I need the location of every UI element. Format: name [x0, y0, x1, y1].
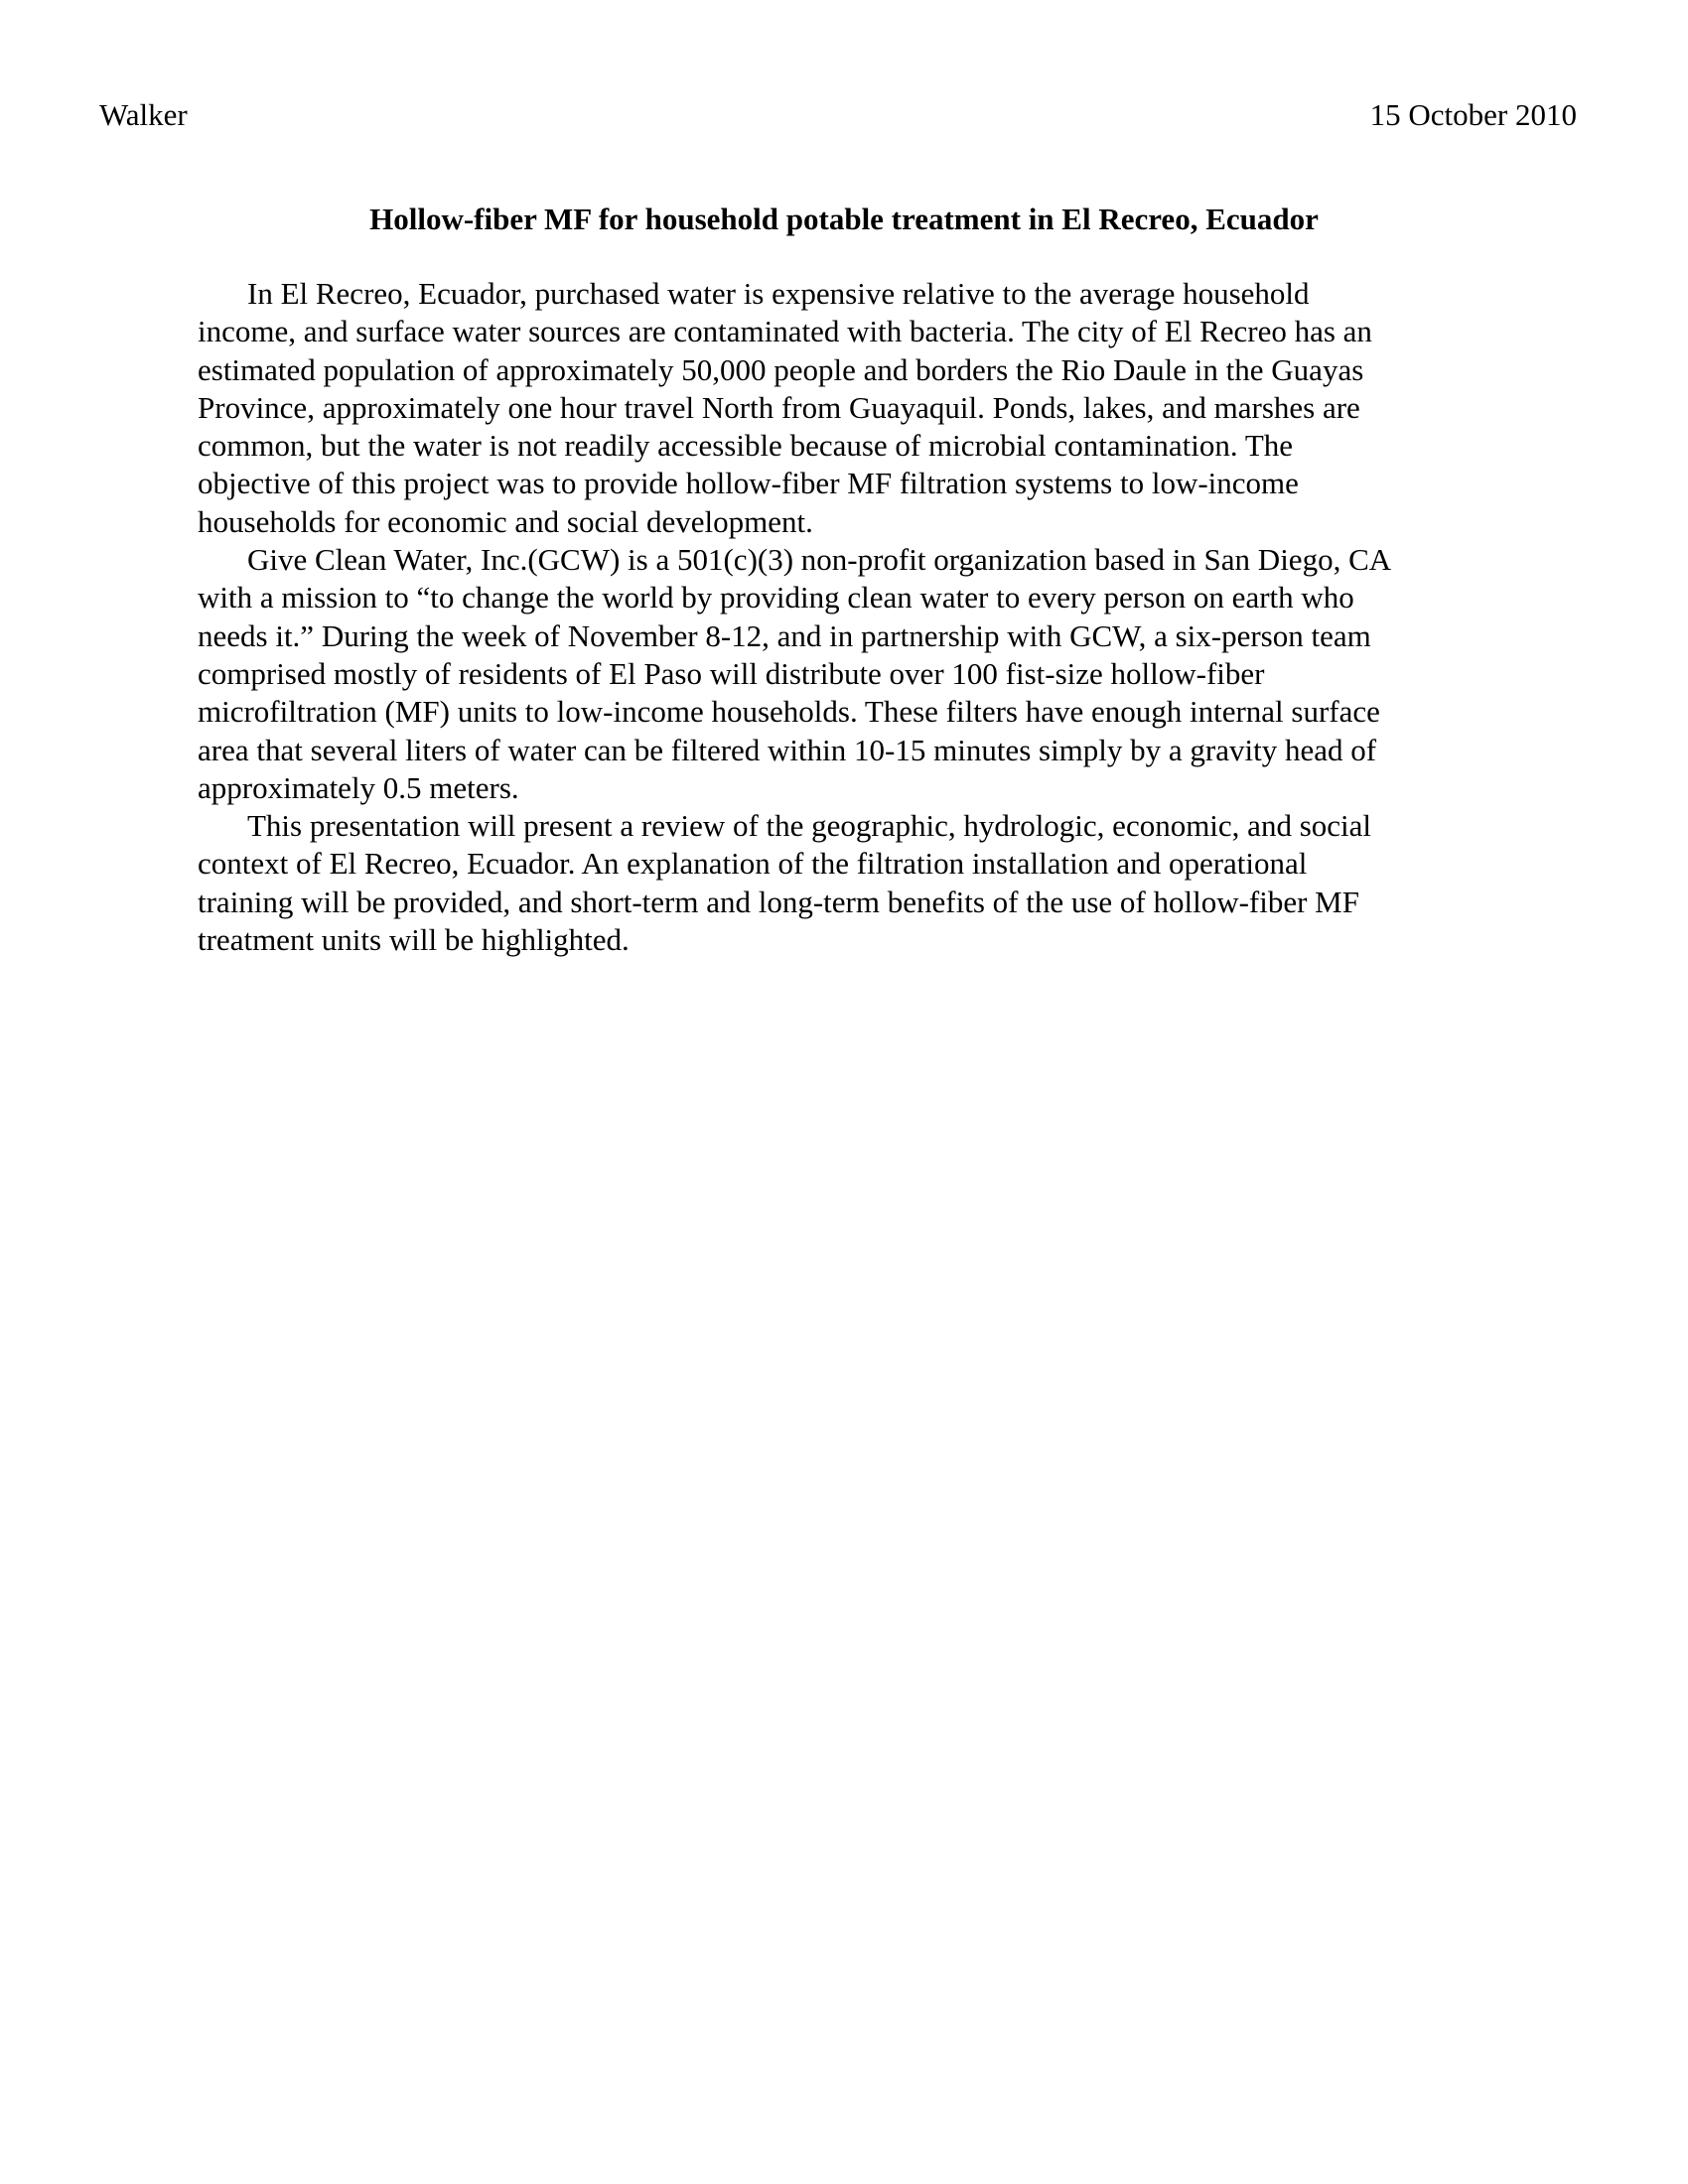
text-line: area that several liters of water can be filtered within 10-15 minutes simply by a gravity head of: [198, 732, 1377, 767]
text-line: comprised mostly of residents of El Paso will distribute over 100 fist-size hollow-fiber: [198, 655, 1265, 691]
text-line: training will be provided, and short-term and long-term benefits of the use of hollow-fiber MF: [198, 884, 1359, 919]
text-line: microfiltration (MF) units to low-income households. These filters have enough internal surface: [198, 694, 1380, 730]
text-line: This presentation will present a review of the geographic, hydrologic, economic, and social: [247, 808, 1371, 844]
text-line: estimated population of approximately 50,000 people and borders the Rio Daule in the Guayas: [198, 351, 1364, 387]
text-line: objective of this project was to provide hollow-fiber MF filtration systems to low-income: [198, 466, 1299, 501]
paragraph-2: [198, 541, 1528, 807]
text-line: income, and surface water sources are contaminated with bacteria. The city of El Recreo has an: [198, 314, 1372, 349]
paragraph-1: [198, 275, 1528, 541]
text-line: In El Recreo, Ecuador, purchased water is expensive relative to the average household: [247, 276, 1310, 311]
text-line: common, but the water is not readily accessible because of microbial contamination. The: [198, 428, 1294, 464]
text-line: approximately 0.5 meters.: [198, 769, 519, 805]
paragraph-3: [198, 807, 1528, 959]
text-line: Give Clean Water, Inc.(GCW) is a 501(c)(3) non-profit organization based in San Diego, CA: [247, 542, 1392, 578]
document-date: 15 October 2010: [1369, 97, 1577, 132]
text-line: with a mission to “to change the world by providing clean water to every person on earth who: [198, 580, 1354, 615]
text-line: Province, approximately one hour travel North from Guayaquil. Ponds, lakes, and marshes are: [198, 389, 1360, 425]
text-line: context of El Recreo, Ecuador. An explanation of the filtration installation and operational: [198, 846, 1308, 882]
document-title: Hollow-fiber MF for household potable treatment in El Recreo, Ecuador: [369, 202, 1319, 236]
author-name: Walker: [99, 97, 188, 132]
text-line: needs it.” During the week of November 8-12, and in partnership with GCW, a six-person team: [198, 617, 1371, 653]
text-line: treatment units will be highlighted.: [198, 922, 630, 958]
document-body: [198, 275, 1528, 959]
text-line: households for economic and social development.: [198, 503, 813, 539]
